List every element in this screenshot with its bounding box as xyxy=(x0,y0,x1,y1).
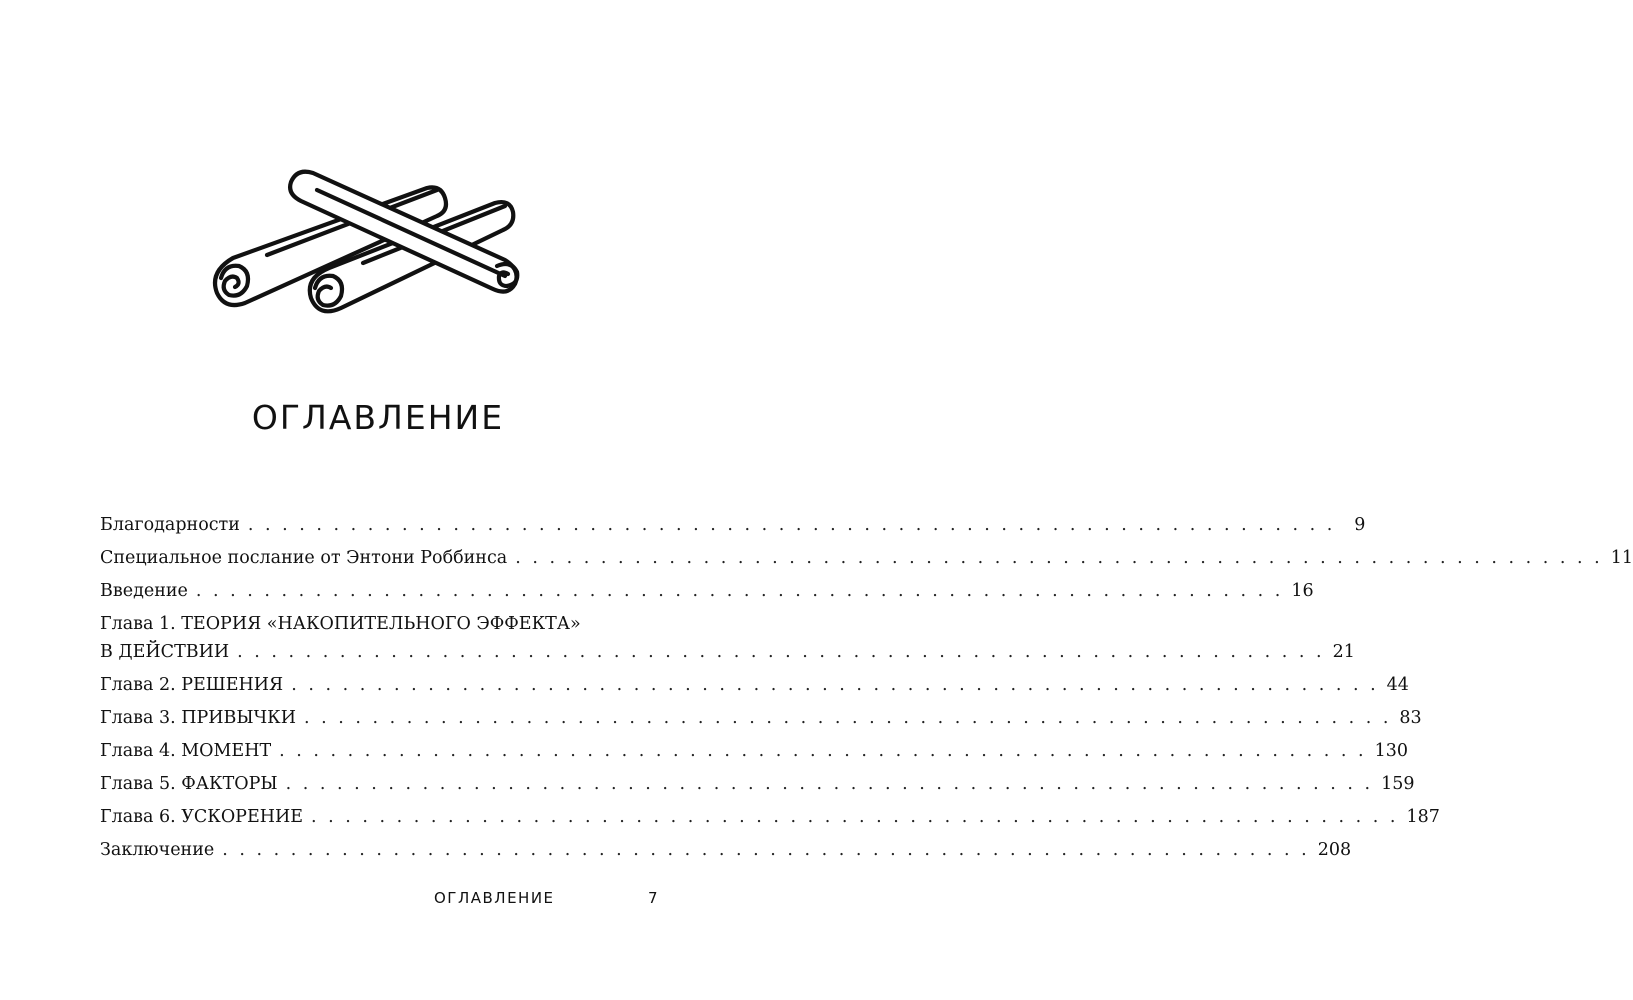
toc-entry xyxy=(100,803,1440,831)
table-of-contents xyxy=(100,511,1633,869)
toc-entry-title: Глава 4. МОМЕНТ xyxy=(100,741,272,761)
toc-page-number: 83 xyxy=(1399,708,1422,728)
toc-entry-title: Введение xyxy=(100,581,188,601)
toc-page-number: 159 xyxy=(1381,774,1415,794)
toc-entry xyxy=(100,671,1409,699)
dot-leader: . . . . . . . . . . . . . . . . . . . . . . . . . . . . . . . . . . . . . . . . . . . . . . . . . . . . . . . . . . . . . . . . xyxy=(285,774,1374,794)
running-header-title: ОГЛАВЛЕНИЕ xyxy=(434,889,555,907)
dot-leader: . . . . . . . . . . . . . . . . . . . . . . . . . . . . . . . . . . . . . . . . . . . . . . . . . . . . . . . . . . . . . . . . xyxy=(311,807,1399,827)
toc-entry xyxy=(100,544,1633,572)
toc-line xyxy=(100,544,1633,572)
dot-leader: . . . . . . . . . . . . . . . . . . . . . . . . . . . . . . . . . . . . . . . . . . . . . . . . . . . . . . . . . . . . . . . . xyxy=(303,708,1392,728)
toc-entry xyxy=(100,577,1314,605)
cinnamon-sticks-icon xyxy=(205,168,550,328)
toc-page-number: 187 xyxy=(1406,807,1440,827)
toc-entry-title: Благодарности xyxy=(100,515,240,535)
toc-page-number: 11 xyxy=(1610,548,1633,568)
toc-page-number: 16 xyxy=(1291,581,1314,601)
dot-leader: . . . . . . . . . . . . . . . . . . . . . . . . . . . . . . . . . . . . . . . . . . . . . . . . . . . . . . . . . . . . . . . . xyxy=(515,548,1603,568)
dot-leader: . . . . . . . . . . . . . . . . . . . . . . . . . . . . . . . . . . . . . . . . . . . . . . . . . . . . . . . . . . . . . . . . xyxy=(222,840,1310,860)
toc-line xyxy=(100,511,1366,539)
dot-leader: . . . . . . . . . . . . . . . . . . . . . . . . . . . . . . . . . . . . . . . . . . . . . . . . . . . . . . . . . . . . . . . . xyxy=(237,642,1325,662)
toc-line xyxy=(100,577,1314,605)
page-number: 7 xyxy=(648,889,658,907)
toc-line xyxy=(100,671,1409,699)
toc-page-number: 130 xyxy=(1374,741,1409,761)
toc-entry-title: Глава 1. ТЕОРИЯ «НАКОПИТЕЛЬНОГО ЭФФЕКТА» xyxy=(100,614,581,634)
dot-leader: . . . . . . . . . . . . . . . . . . . . . . . . . . . . . . . . . . . . . . . . . . . . . . . . . . . . . . . . . . . . . . . . xyxy=(291,675,1379,695)
dot-leader: . . . . . . . . . . . . . . . . . . . . . . . . . . . . . . . . . . . . . . . . . . . . . . . . . . . . . . . . . . . . . . . . xyxy=(195,581,1284,601)
toc-line xyxy=(100,803,1440,831)
toc-line xyxy=(100,638,1355,666)
toc-entry-title: Глава 6. УСКОРЕНИЕ xyxy=(100,807,304,827)
toc-entry-title: Глава 3. ПРИВЫЧКИ xyxy=(100,708,296,728)
toc-entry xyxy=(100,511,1366,539)
toc-entry-title: Специальное послание от Энтони Роббинса xyxy=(100,548,508,568)
toc-entry-title: Глава 2. РЕШЕНИЯ xyxy=(100,675,284,695)
toc-line xyxy=(100,770,1415,798)
toc-entry-title: Заключение xyxy=(100,840,215,860)
toc-page-number: 9 xyxy=(1354,515,1366,535)
toc-line xyxy=(100,836,1352,864)
toc-entry xyxy=(100,737,1409,765)
toc-line xyxy=(100,737,1409,765)
toc-entry xyxy=(100,610,1355,666)
dot-leader: . . . . . . . . . . . . . . . . . . . . . . . . . . . . . . . . . . . . . . . . . . . . . . . . . . . . . . . . . . . . . . . . xyxy=(279,741,1367,761)
toc-line xyxy=(100,704,1422,732)
toc-entry-title: В ДЕЙСТВИИ xyxy=(100,642,230,662)
toc-entry xyxy=(100,836,1352,864)
dot-leader: . . . . . . . . . . . . . . . . . . . . . . . . . . . . . . . . . . . . . . . . . . . . . . . . . . . . . . . . . . . . . . . . xyxy=(247,515,1336,535)
toc-entry xyxy=(100,770,1415,798)
page-title: ОГЛАВЛЕНИЕ xyxy=(251,398,505,437)
toc-line xyxy=(100,610,657,638)
toc-entry xyxy=(100,704,1422,732)
toc-page-number: 44 xyxy=(1386,675,1409,695)
toc-page-number: 21 xyxy=(1332,642,1355,662)
toc-page-number: 208 xyxy=(1317,840,1352,860)
toc-entry-title: Глава 5. ФАКТОРЫ xyxy=(100,774,278,794)
